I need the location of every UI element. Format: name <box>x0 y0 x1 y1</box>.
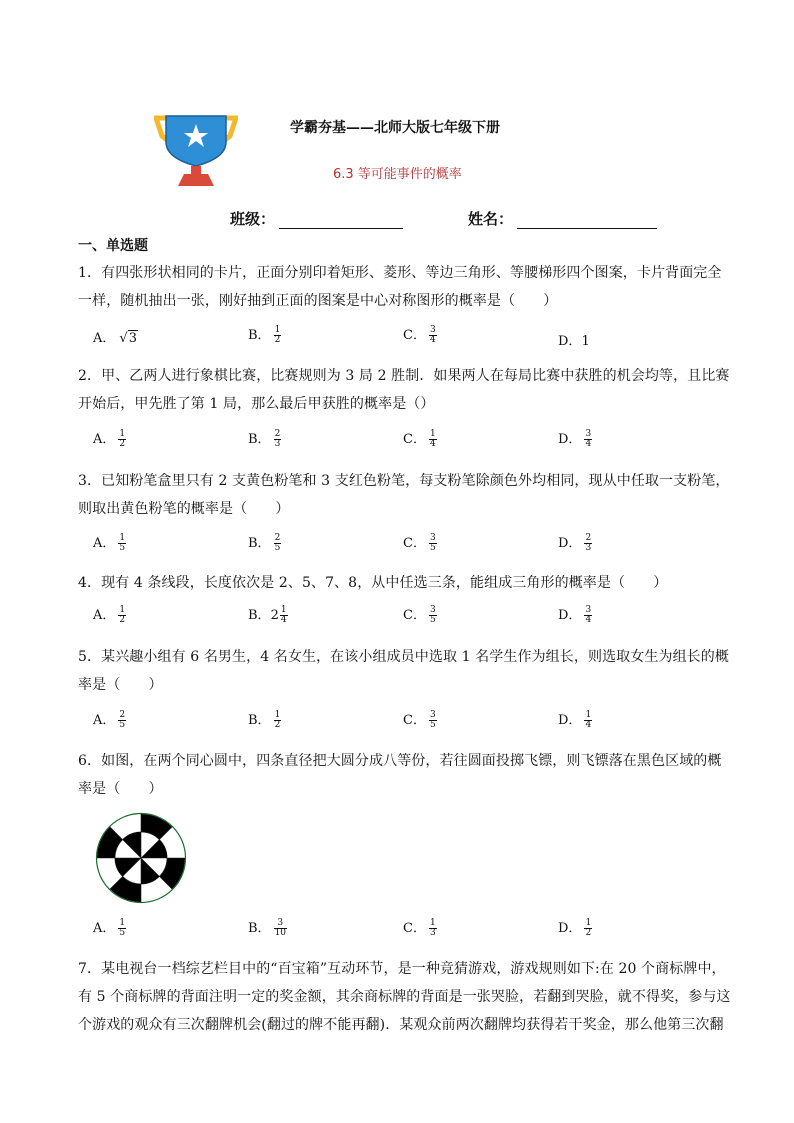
question-line: 3．已知粉笔盒里只有 2 支黄色粉笔和 3 支红色粉笔，每支粉笔除颜色外均相同，现从中任取一支粉笔， <box>78 473 730 489</box>
fraction: $\frac{1}{4}$ <box>585 710 592 730</box>
trophy-logo <box>154 114 238 188</box>
fraction: $\frac{1}{2}$ <box>119 429 126 449</box>
fraction: $\frac{1}{2}$ <box>585 918 592 938</box>
question-line: 一样，随机抽出一张，刚好抽到正面的图案是中心对称图形的概率是（ ） <box>78 293 558 309</box>
option-c[interactable]: C． $\frac{3}{5}$ <box>403 710 436 730</box>
fraction: $\frac{3}{4}$ <box>585 605 592 625</box>
question-line: 率是（ ） <box>78 677 163 693</box>
trophy-stem <box>191 166 201 174</box>
name-field <box>468 208 657 229</box>
fraction: $\frac{3}{4}$ <box>429 325 436 345</box>
option-b[interactable]: B． $\frac{3}{10}$ <box>248 918 287 938</box>
class-field <box>230 208 403 229</box>
fraction: $\frac{2}{5}$ <box>119 710 126 730</box>
option-b[interactable]: B． 2 $\frac{1}{4}$ <box>248 605 287 625</box>
question-line: 2．甲、乙两人进行象棋比赛，比赛规则为 3 局 2 胜制．如果两人在每局比赛中获胜的机会均等，且比赛 <box>78 368 730 384</box>
fraction: $\frac{3}{10}$ <box>274 918 287 938</box>
name-label: 姓名： <box>468 210 514 228</box>
question-line: 个游戏的观众有三次翻牌机会(翻过的牌不能再翻)．某观众前两次翻牌均获得若干奖金，那么他第三次翻 <box>78 1017 724 1033</box>
fraction: $\frac{2}{3}$ <box>585 533 592 553</box>
question-line: 有 5 个商标牌的背面注明一定的奖金额，其余商标牌的背面是一张哭脸，若翻到哭脸，就不得奖，参与这 <box>78 989 731 1005</box>
option-d[interactable]: D．1 <box>558 334 590 349</box>
option-c[interactable]: C． $\frac{1}{3}$ <box>403 918 436 938</box>
question-line: 6．如图，在两个同心圆中，四条直径把大圆分成八等份，若往圆面投掷飞镖，则飞镖落在黑色区域的概 <box>78 753 722 769</box>
option-a[interactable]: A． $\frac{2}{5}$ <box>93 710 126 730</box>
option-a[interactable]: A． $\frac{1}{2}$ <box>93 429 126 449</box>
option-d[interactable]: D． $\frac{2}{3}$ <box>558 533 592 553</box>
class-blank[interactable] <box>279 213 403 229</box>
option-d[interactable]: D． $\frac{3}{4}$ <box>558 605 592 625</box>
option-c[interactable]: C． $\frac{3}{4}$ <box>403 325 436 345</box>
fraction: $\frac{1}{3}$ <box>429 918 436 938</box>
trophy-base <box>178 174 214 186</box>
option-a[interactable]: A． $\frac{1}{5}$ <box>93 533 126 553</box>
option-a[interactable]: A． $\frac{1}{5}$ <box>93 918 126 938</box>
fraction: $\frac{1}{2}$ <box>274 710 281 730</box>
option-b[interactable]: B． $\frac{2}{5}$ <box>248 533 281 553</box>
option-c[interactable]: C． $\frac{3}{5}$ <box>403 605 436 625</box>
lesson-subtitle: 6.3 等可能事件的概率 <box>333 167 462 182</box>
question-line: 则取出黄色粉笔的概率是（ ） <box>78 501 290 517</box>
question-line: 率是（ ） <box>78 781 163 797</box>
fraction: $\frac{3}{5}$ <box>429 605 436 625</box>
question-line: 开始后，甲先胜了第 1 局，那么最后甲获胜的概率是（） <box>78 396 435 412</box>
page-title: 学霸夯基——北师大版七年级下册 <box>290 120 500 136</box>
fraction: $\frac{3}{5}$ <box>429 533 436 553</box>
name-blank[interactable] <box>517 213 657 229</box>
option-c[interactable]: C． $\frac{1}{4}$ <box>403 429 436 449</box>
fraction: $\frac{1}{2}$ <box>274 325 281 345</box>
question-line: 7．某电视台一档综艺栏目中的“百宝箱”互动环节，是一种竞猜游戏，游戏规则如下:在 20 个商标牌中， <box>78 961 726 977</box>
option-a[interactable]: A． $\frac{1}{2}$ <box>93 605 126 625</box>
dartboard-figure <box>94 811 188 905</box>
fraction: $\frac{1}{5}$ <box>119 918 126 938</box>
option-a[interactable]: A． √3 <box>93 331 137 346</box>
question-line: 4．现有 4 条线段，长度依次是 2、5、7、8，从中任选三条，能组成三角形的概率是（ ） <box>78 575 668 591</box>
option-c[interactable]: C． $\frac{3}{5}$ <box>403 533 436 553</box>
mixed-number: 2 $\frac{1}{4}$ <box>270 605 287 625</box>
fraction: $\frac{1}{2}$ <box>119 605 126 625</box>
option-b[interactable]: B． $\frac{1}{2}$ <box>248 325 281 345</box>
option-b[interactable]: B． $\frac{1}{2}$ <box>248 710 281 730</box>
option-d[interactable]: D． $\frac{1}{2}$ <box>558 918 592 938</box>
fraction: $\frac{3}{5}$ <box>429 710 436 730</box>
fraction: $\frac{2}{5}$ <box>274 533 281 553</box>
fraction: $\frac{2}{3}$ <box>274 429 281 449</box>
option-d[interactable]: D． $\frac{1}{4}$ <box>558 710 592 730</box>
fraction: $\frac{1}{4}$ <box>429 429 436 449</box>
sqrt-expression: √3 <box>119 331 137 346</box>
question-line: 1．有四张形状相同的卡片，正面分别印着矩形、菱形、等边三角形、等腰梯形四个图案，卡片背面完全 <box>78 265 722 281</box>
section-title: 一、单选题 <box>78 238 148 254</box>
fraction: $\frac{3}{4}$ <box>585 429 592 449</box>
question-line: 5．某兴趣小组有 6 名男生，4 名女生，在该小组成员中选取 1 名学生作为组长，则选取女生为组长的概 <box>78 649 729 665</box>
fraction: $\frac{1}{5}$ <box>119 533 126 553</box>
class-label: 班级： <box>230 210 276 228</box>
option-b[interactable]: B． $\frac{2}{3}$ <box>248 429 281 449</box>
option-d[interactable]: D． $\frac{3}{4}$ <box>558 429 592 449</box>
